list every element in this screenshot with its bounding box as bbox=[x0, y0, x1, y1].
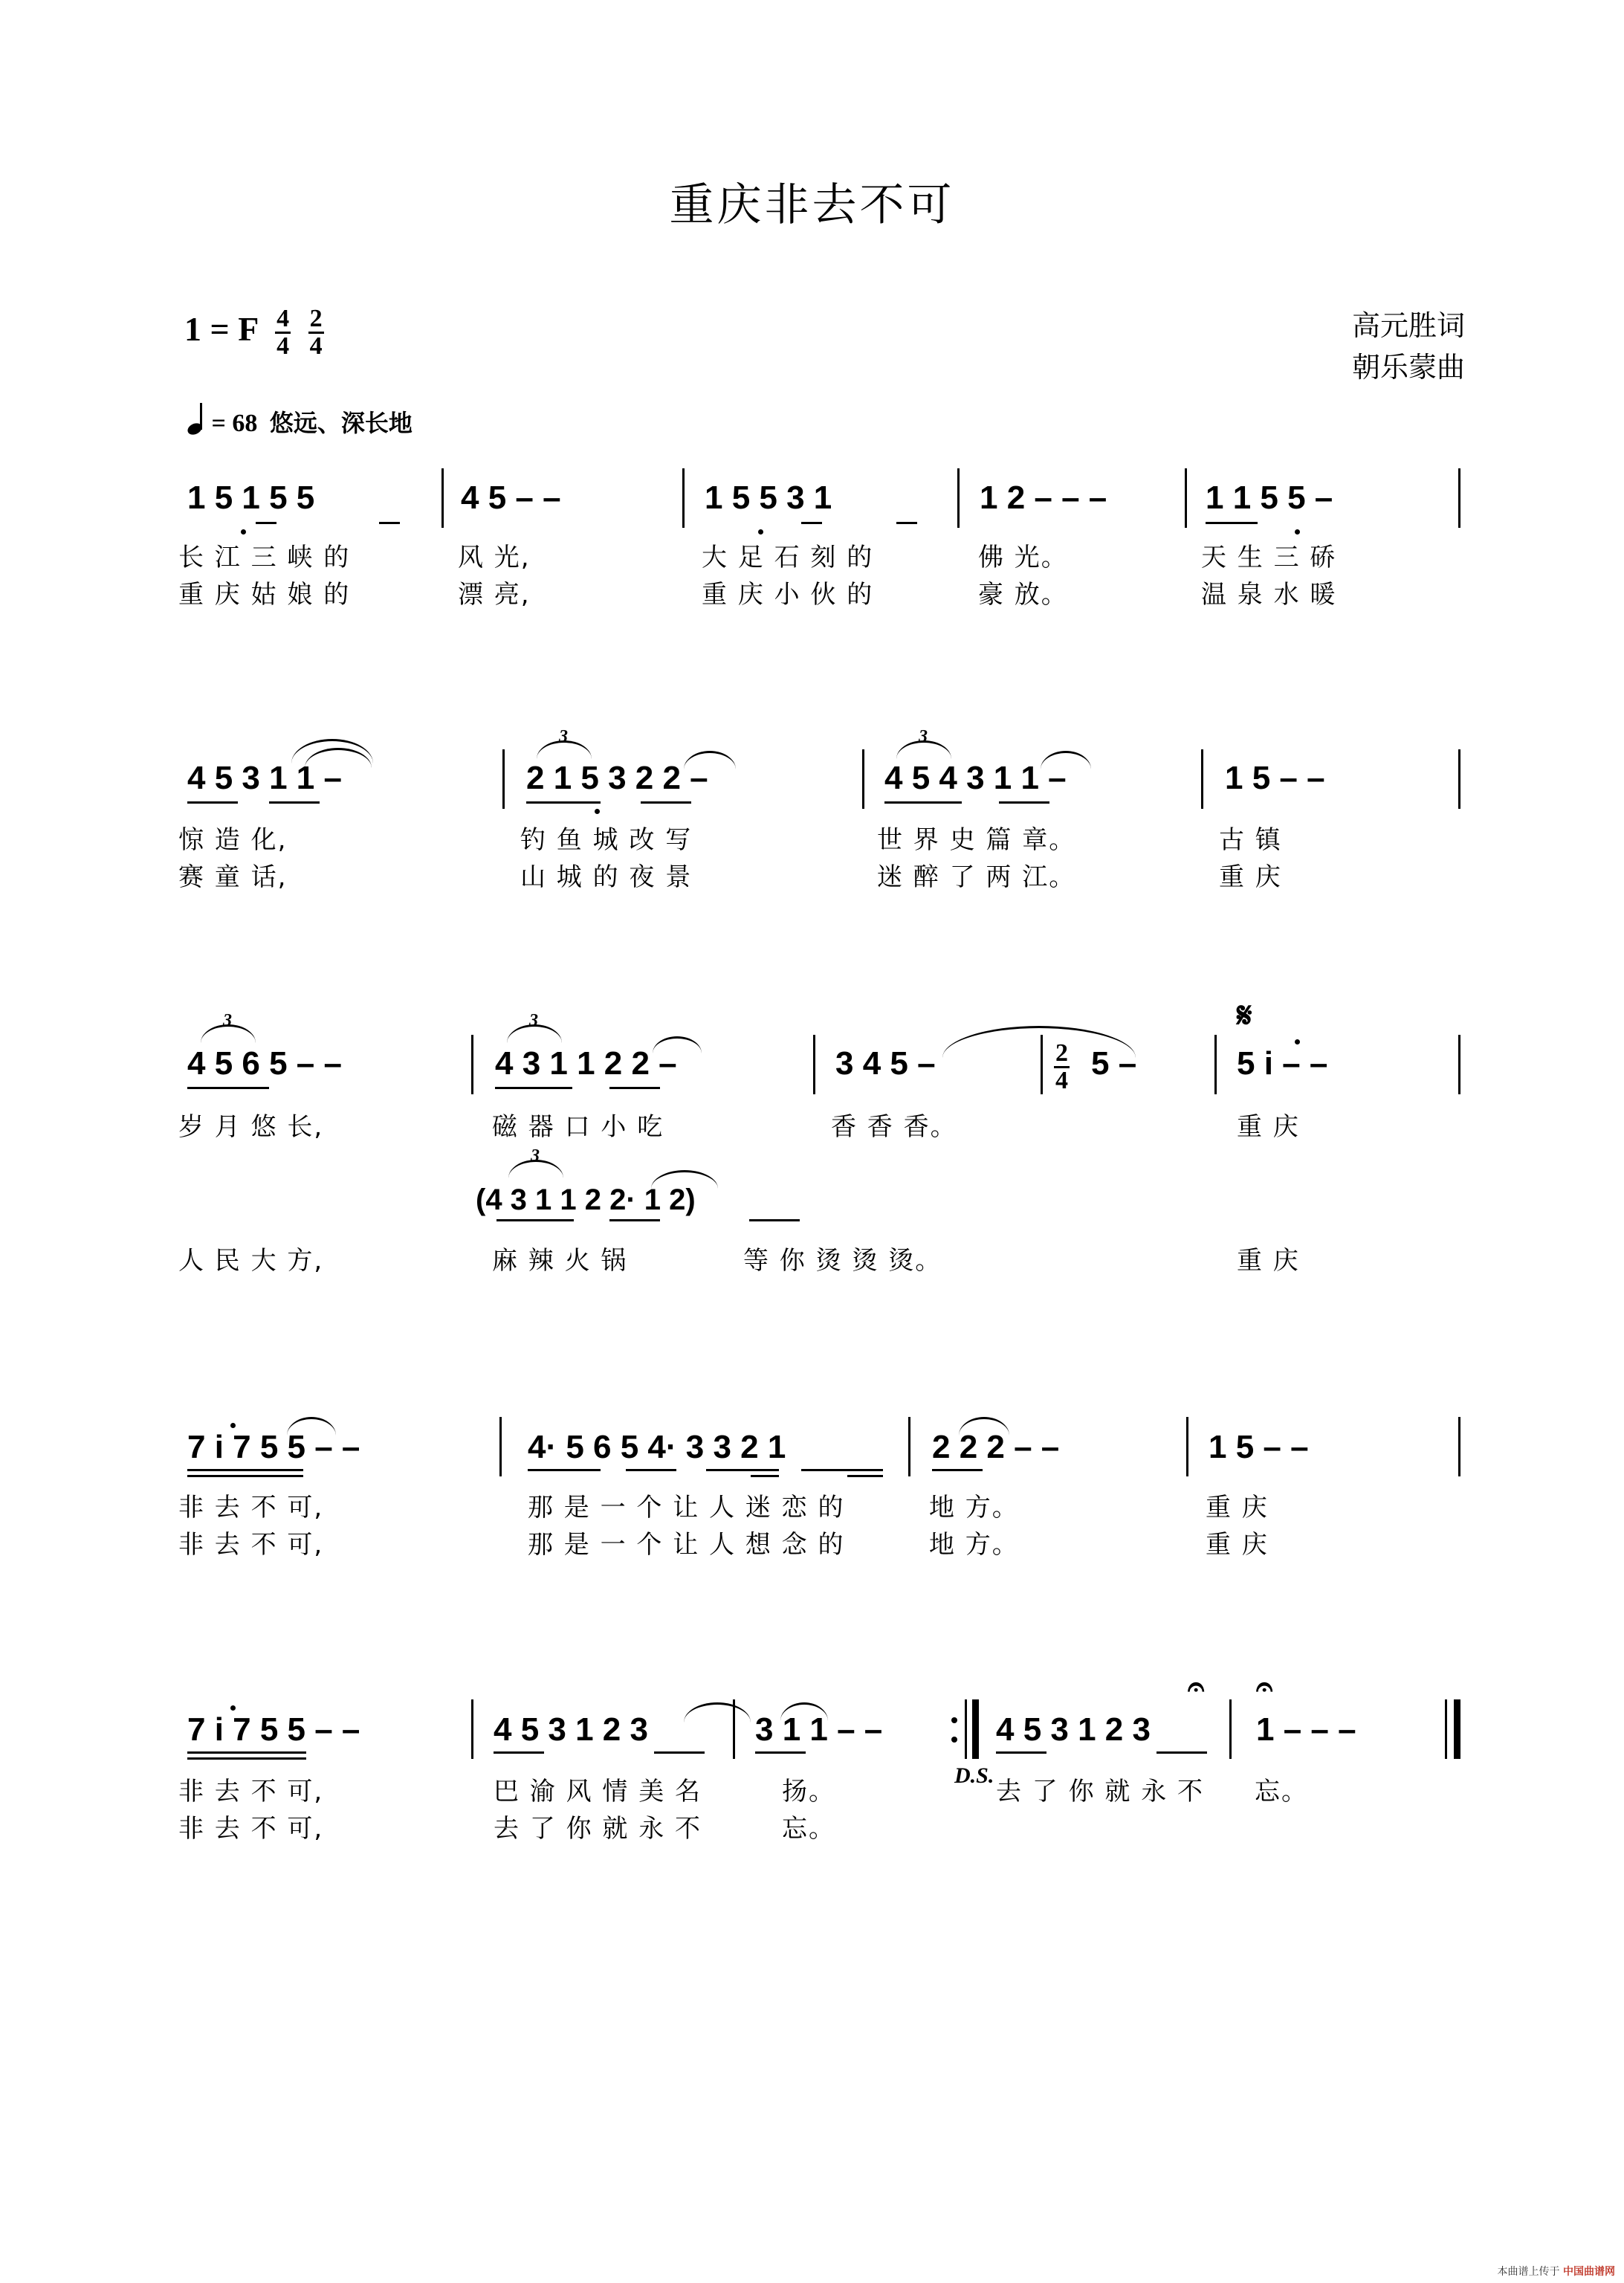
lyric: 那 是 一 个 让 人 想 念 的 bbox=[528, 1530, 845, 1560]
barline bbox=[862, 749, 864, 809]
fermata-icon: 𝄐 bbox=[1188, 1670, 1205, 1704]
lyric: 迷 醉 了 两 江。 bbox=[877, 862, 1076, 892]
lyric: 麻 辣 火 锅 bbox=[492, 1246, 628, 1276]
lyric: 重 庆 bbox=[1206, 1530, 1269, 1560]
credits bbox=[1352, 305, 1465, 388]
slur bbox=[942, 1026, 1136, 1058]
lyric: 忘。 bbox=[1255, 1777, 1308, 1806]
meter-1: $\frac{4}{4}$ bbox=[276, 305, 290, 360]
high-octave-dot bbox=[1295, 1039, 1300, 1044]
underline bbox=[379, 522, 400, 524]
barline bbox=[471, 1699, 473, 1759]
measure: 4 5 3 1 2 3 bbox=[494, 1711, 648, 1748]
lyric: 重 庆 bbox=[1237, 1112, 1300, 1142]
site-logo: 中国曲谱网 bbox=[1563, 2266, 1615, 2278]
barline bbox=[502, 749, 505, 809]
measure: 4 5 4 3 1 1 – bbox=[884, 760, 1067, 796]
underline bbox=[847, 1475, 883, 1477]
lyric: 天 生 三 硚 bbox=[1201, 543, 1337, 572]
barline bbox=[441, 468, 444, 528]
meter-change: $\frac{2}{4}$ bbox=[1055, 1039, 1068, 1094]
barline bbox=[471, 1035, 473, 1094]
repeat-dot bbox=[951, 1717, 957, 1723]
underline bbox=[187, 1757, 306, 1760]
lyric: 等 你 烫 烫 烫。 bbox=[743, 1246, 942, 1276]
slur bbox=[684, 1702, 751, 1722]
lyric: 漂 亮, bbox=[458, 580, 531, 610]
lyric: 惊 造 化, bbox=[178, 825, 288, 855]
measure: 1 2 – – – bbox=[980, 479, 1107, 516]
lyric: 去 了 你 就 永 不 bbox=[494, 1814, 702, 1844]
underline bbox=[932, 1469, 983, 1471]
lyric: 山 城 的 夜 景 bbox=[520, 862, 693, 892]
underline bbox=[801, 1469, 883, 1471]
lyric: 重 庆 bbox=[1237, 1246, 1300, 1276]
barline bbox=[957, 468, 960, 528]
underline bbox=[801, 522, 822, 524]
barline bbox=[1214, 1035, 1217, 1094]
barline bbox=[908, 1417, 910, 1476]
measure: 3 4 5 – bbox=[835, 1045, 936, 1082]
lyric: 重 庆 bbox=[1206, 1493, 1269, 1522]
underline bbox=[528, 1469, 601, 1471]
underline bbox=[654, 1751, 705, 1754]
lyric: 重 庆 姑 娘 的 bbox=[178, 580, 351, 610]
underline bbox=[187, 1087, 269, 1089]
barline bbox=[1186, 1417, 1188, 1476]
underline bbox=[751, 1475, 779, 1477]
underline bbox=[609, 1219, 660, 1221]
fermata-icon: 𝄐 bbox=[1256, 1670, 1273, 1704]
lyric: 非 去 不 可, bbox=[178, 1777, 324, 1806]
underline bbox=[996, 1751, 1046, 1754]
measure: 2 2 2 – – bbox=[932, 1429, 1060, 1465]
lyric: 地 方。 bbox=[929, 1493, 1019, 1522]
measure: 7 i 7 5 5 – – bbox=[187, 1711, 360, 1748]
underline bbox=[609, 1087, 660, 1089]
lyric: 大 足 石 刻 的 bbox=[702, 543, 874, 572]
measure: 5 – bbox=[1091, 1045, 1137, 1082]
measure: 1 – – – bbox=[1256, 1711, 1356, 1748]
meter-2: $\frac{2}{4}$ bbox=[309, 305, 323, 360]
lyric: 非 去 不 可, bbox=[178, 1530, 324, 1560]
lyric: 忘。 bbox=[782, 1814, 835, 1844]
barline bbox=[1185, 468, 1187, 528]
underline bbox=[496, 1219, 574, 1221]
repeat-dot bbox=[951, 1737, 957, 1743]
slur bbox=[959, 1417, 1009, 1436]
barline bbox=[682, 468, 685, 528]
tempo-bpm: = 68 bbox=[211, 410, 258, 437]
page-title: 重庆非去不可 bbox=[669, 179, 955, 231]
underline bbox=[884, 801, 962, 804]
barline bbox=[1458, 749, 1460, 809]
lyric: 豪 放。 bbox=[978, 580, 1068, 610]
underline bbox=[755, 1751, 806, 1754]
lyric: 人 民 大 方, bbox=[178, 1246, 324, 1276]
underline bbox=[749, 1219, 800, 1221]
slur bbox=[287, 1417, 336, 1436]
high-octave-dot bbox=[230, 1423, 236, 1428]
lyricist-credit: 高元胜词 bbox=[1351, 309, 1465, 342]
lyric: 佛 光。 bbox=[978, 543, 1068, 572]
lyric: 重 庆 小 伙 的 bbox=[702, 580, 874, 610]
barline bbox=[1458, 1417, 1460, 1476]
barline bbox=[813, 1035, 815, 1094]
underline bbox=[256, 522, 276, 524]
measure: 5 i – – bbox=[1237, 1045, 1328, 1082]
key-label: 1 = F bbox=[184, 310, 258, 349]
slur bbox=[684, 751, 736, 769]
barline bbox=[1201, 749, 1203, 809]
underline bbox=[626, 1469, 676, 1471]
measure: 4 5 6 5 – – bbox=[187, 1045, 342, 1082]
high-octave-dot bbox=[230, 1705, 236, 1711]
lyric: 赛 童 话, bbox=[178, 862, 288, 892]
tempo-expression: 悠远、深长地 bbox=[269, 409, 413, 437]
lyric: 非 去 不 可, bbox=[178, 1493, 324, 1522]
lyric: 地 方。 bbox=[929, 1530, 1019, 1560]
slur bbox=[780, 1702, 828, 1721]
low-octave-dot bbox=[758, 529, 763, 535]
lyric: 温 泉 水 暖 bbox=[1201, 580, 1337, 610]
barline bbox=[1445, 1699, 1447, 1759]
measure: 1 5 5 3 1 bbox=[705, 479, 832, 516]
underline bbox=[494, 1751, 544, 1754]
slur bbox=[651, 1170, 718, 1189]
barline bbox=[1458, 1035, 1460, 1094]
site-footer bbox=[1498, 2264, 1615, 2279]
underline bbox=[1206, 522, 1258, 524]
underline bbox=[641, 801, 691, 804]
barline bbox=[1458, 468, 1460, 528]
triplet-mark: 3 bbox=[919, 727, 928, 746]
composer-credit: 朝乐蒙曲 bbox=[1351, 351, 1465, 384]
slur bbox=[1041, 751, 1091, 769]
lyric: 香 香 香。 bbox=[831, 1112, 957, 1142]
barline bbox=[499, 1417, 502, 1476]
measure: 4 5 3 1 2 3 bbox=[996, 1711, 1151, 1748]
measure: 1 1 5 5 – bbox=[1206, 479, 1333, 516]
barline bbox=[965, 1699, 967, 1759]
key-signature bbox=[184, 306, 324, 359]
dal-segno-mark: D.S. bbox=[954, 1763, 994, 1788]
triplet-mark: 3 bbox=[529, 1011, 538, 1030]
triplet-mark: 3 bbox=[531, 1146, 540, 1166]
lyric: 岁 月 悠 长, bbox=[178, 1112, 324, 1142]
low-octave-dot bbox=[1295, 529, 1300, 535]
segno-icon: 𝄋 bbox=[1237, 995, 1252, 1036]
measure: 1 5 – – bbox=[1225, 760, 1325, 796]
lyric: 扬。 bbox=[782, 1777, 835, 1806]
measure: 4 5 3 1 1 – bbox=[187, 760, 342, 796]
lyric: 古 镇 bbox=[1219, 825, 1282, 855]
repeat-barline bbox=[972, 1699, 979, 1759]
underline bbox=[495, 1087, 572, 1089]
footer-text: 本曲谱上传于 bbox=[1497, 2266, 1560, 2278]
low-octave-dot bbox=[241, 529, 246, 535]
final-barline bbox=[1454, 1699, 1460, 1759]
barline bbox=[1229, 1699, 1232, 1759]
underline bbox=[187, 1475, 303, 1477]
lyric: 长 江 三 峡 的 bbox=[178, 543, 351, 572]
measure: 4 5 – – bbox=[461, 479, 561, 516]
underline bbox=[187, 1751, 306, 1754]
lyric: 那 是 一 个 让 人 迷 恋 的 bbox=[528, 1493, 845, 1522]
underline bbox=[999, 801, 1049, 804]
lyric: 钓 鱼 城 改 写 bbox=[520, 825, 693, 855]
lyric: 去 了 你 就 永 不 bbox=[996, 1777, 1205, 1806]
underline bbox=[526, 801, 601, 804]
tempo-marking bbox=[187, 404, 413, 439]
lyric: 重 庆 bbox=[1219, 862, 1282, 892]
slur bbox=[653, 1036, 702, 1053]
measure: 4 3 1 1 2 2 – bbox=[495, 1045, 677, 1082]
measure: 2 1 5 3 2 2 – bbox=[526, 760, 708, 796]
lyric: 巴 渝 风 情 美 名 bbox=[494, 1777, 702, 1806]
quarter-note-icon bbox=[187, 404, 205, 434]
underline bbox=[1156, 1751, 1207, 1754]
alternate-notes: (4 3 1 1 2 2· 1 2) bbox=[476, 1184, 696, 1216]
underline bbox=[896, 522, 917, 524]
measure: 4· 5 6 5 4· 3 3 2 1 bbox=[528, 1429, 786, 1465]
low-octave-dot bbox=[595, 809, 600, 814]
triplet-mark: 3 bbox=[559, 727, 568, 746]
underline bbox=[187, 801, 238, 804]
lyric: 磁 器 口 小 吃 bbox=[492, 1112, 664, 1142]
measure: 1 5 1 5 5 bbox=[187, 479, 315, 516]
lyric: 风 光, bbox=[458, 543, 531, 572]
measure: 3 1 1 – – bbox=[755, 1711, 883, 1748]
underline bbox=[187, 1469, 303, 1471]
measure: 1 5 – – bbox=[1209, 1429, 1309, 1465]
underline bbox=[269, 801, 320, 804]
measure: 7 i 7 5 5 – – bbox=[187, 1429, 360, 1465]
lyric: 世 界 史 篇 章。 bbox=[877, 825, 1076, 855]
lyric: 非 去 不 可, bbox=[178, 1814, 324, 1844]
triplet-mark: 3 bbox=[223, 1011, 232, 1030]
underline bbox=[706, 1469, 779, 1471]
